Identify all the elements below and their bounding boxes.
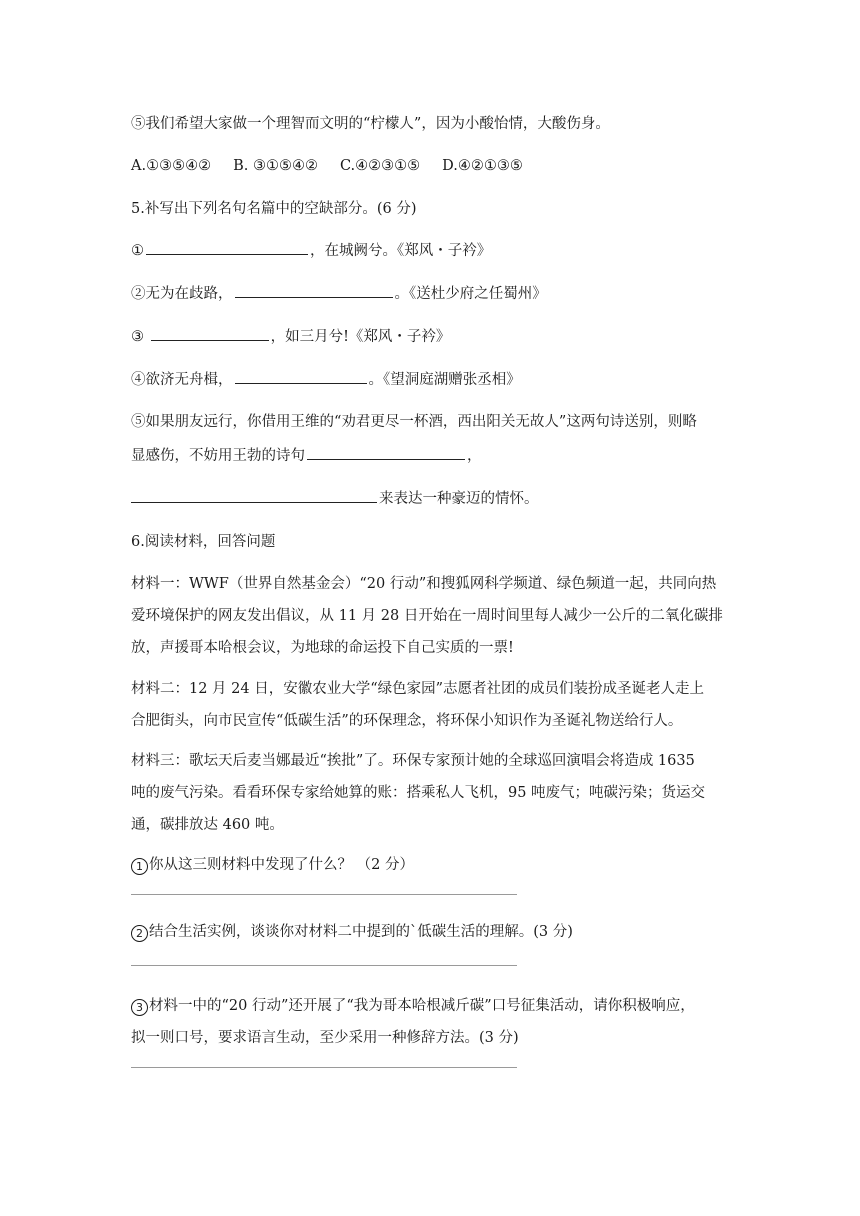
poem-fill-5-prefix: 显感伤，不妨用王勃的诗句 bbox=[131, 448, 305, 464]
answer-line-2[interactable] bbox=[131, 965, 517, 966]
sort-item-5: ⑤我们希望大家做一个理智而文明的“柠檬人”，因为小酸怡情，大酸伤身。 bbox=[131, 116, 610, 132]
poem-fill-4-prefix: ④欲济无舟楫， bbox=[131, 372, 233, 388]
poem-fill-1-source: ，在城阙兮。《郑风・子衿》 bbox=[310, 243, 492, 259]
poem-fill-4-source: 。《望洞庭湖赠张丞相》 bbox=[368, 372, 521, 388]
fill-blank-2[interactable] bbox=[235, 283, 393, 298]
poem-fill-1 bbox=[131, 240, 741, 261]
fill-blank-3[interactable] bbox=[151, 326, 269, 341]
fill-blank-1[interactable] bbox=[146, 240, 308, 255]
material-2-line-2: 合肥街头，向市民宣传“低碳生活”的环保理念，将环保小知识作为圣诞礼物送给行人。 bbox=[131, 713, 683, 729]
poem-fill-3 bbox=[131, 326, 741, 347]
fill-blank-5a[interactable] bbox=[307, 445, 465, 460]
sub-question-3-text: 材料一中的“20 行动”还开展了“我为哥本哈根减斤碳”口号征集活动，请你积极响应， bbox=[149, 998, 695, 1014]
material-3-line-1: 材料三：歌坛天后麦当娜最近“挨批”了。环保专家预计她的全球巡回演唱会将造成 1635 bbox=[131, 753, 695, 769]
material-2-line-1: 材料二：12 月 24 日，安徽农业大学“绿色家园”志愿者社团的成员们装扮成圣诞老人走上 bbox=[131, 681, 705, 697]
answer-line-1[interactable] bbox=[131, 894, 517, 895]
sub-question-2 bbox=[131, 922, 741, 942]
option-d: D.④②①③⑤ bbox=[442, 158, 523, 174]
material-3-line-3: 通，碳排放达 460 吨。 bbox=[131, 817, 284, 833]
answer-line-3[interactable] bbox=[131, 1067, 517, 1068]
poem-fill-2-prefix: ②无为在歧路， bbox=[131, 286, 233, 302]
sub-question-1-number: 1 bbox=[131, 858, 148, 875]
sub-question-2-number: 2 bbox=[131, 925, 148, 942]
sub-question-2-text: 结合生活实例，谈谈你对材料二中提到的`低碳生活的理解。(3 分) bbox=[149, 924, 573, 940]
poem-fill-2-source: 。《送杜少府之任蜀州》 bbox=[394, 286, 547, 302]
poem-fill-5-ending: 来表达一种豪迈的情怀。 bbox=[379, 491, 539, 507]
sub-question-3-number: 3 bbox=[131, 999, 148, 1016]
fill-blank-5b[interactable] bbox=[131, 488, 377, 503]
material-1-line-2: 爱环境保护的网友发出倡议，从 11 月 28 日开始在一周时间里每人减少一公斤的二氧化碳排 bbox=[131, 608, 723, 624]
poem-fill-4 bbox=[131, 369, 741, 390]
option-a: A.①③⑤④② bbox=[131, 158, 212, 174]
sub-question-3-line-1 bbox=[131, 996, 741, 1016]
material-1-line-3: 放，声援哥本哈根会议，为地球的命运投下自己实质的一票! bbox=[131, 640, 514, 656]
poem-fill-5-line-3 bbox=[131, 488, 741, 509]
poem-fill-3-source: ，如三月兮!《郑风・子衿》 bbox=[270, 329, 451, 345]
material-1-line-1: 材料一：WWF（世界自然基金会）“20 行动”和搜狐网科学频道、绿色频道一起，共同向热 bbox=[131, 576, 717, 592]
fill-blank-4[interactable] bbox=[235, 369, 367, 384]
option-b: B. ③①⑤④② bbox=[233, 158, 318, 174]
poem-fill-2 bbox=[131, 283, 741, 304]
option-c: C.④②③①⑤ bbox=[339, 158, 421, 174]
sub-question-3-line-2: 拟一则口号，要求语言生动，至少采用一种修辞方法。(3 分) bbox=[131, 1030, 519, 1046]
poem-fill-3-prefix: ③ bbox=[131, 329, 149, 345]
poem-fill-5-line-2 bbox=[131, 445, 741, 466]
sub-question-1 bbox=[131, 855, 741, 875]
poem-fill-5-line-1: ⑤如果朋友远行，你借用王维的“劝君更尽一杯酒，西出阳关无故人”这两句诗送别，则略 bbox=[131, 414, 697, 430]
question-6-title: 6.阅读材料，回答问题 bbox=[131, 534, 276, 550]
material-3-line-2: 吨的废气污染。看看环保专家给她算的账：搭乘私人飞机，95 吨废气；吨碳污染；货运交 bbox=[131, 785, 706, 801]
answer-options bbox=[131, 156, 741, 176]
question-5-title: 5.补写出下列名句名篇中的空缺部分。(6 分) bbox=[131, 201, 417, 217]
sub-question-1-text: 你从这三则材料中发现了什么？ （2 分） bbox=[149, 857, 414, 873]
poem-fill-5-comma: ， bbox=[467, 448, 482, 464]
poem-fill-1-prefix: ① bbox=[131, 243, 144, 259]
